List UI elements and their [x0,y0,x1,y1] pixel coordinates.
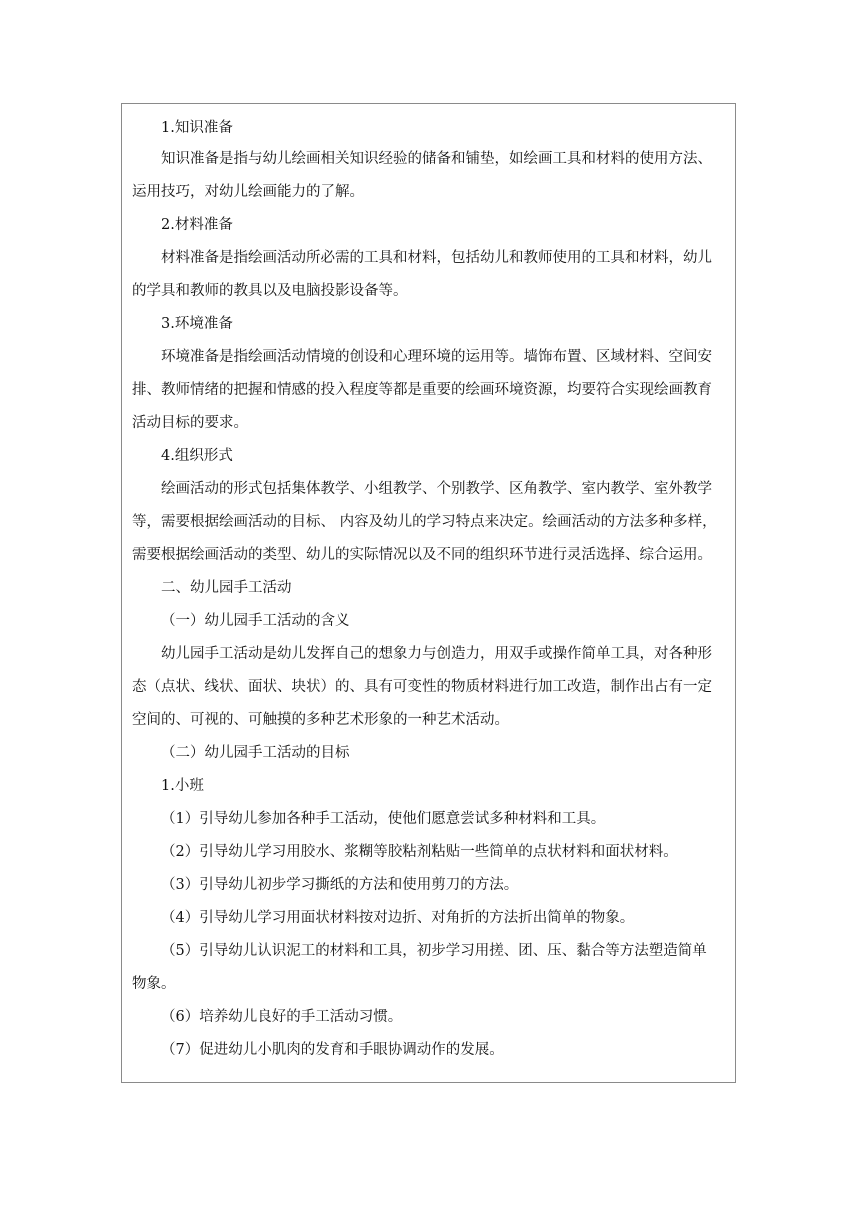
document-frame [121,103,736,1083]
paragraph-line: 幼儿园手工活动是幼儿发挥自己的想象力与创造力，用双手或操作简单工具，对各种形 [161,646,712,662]
paragraph-line: 态（点状、线状、面状、块状）的、具有可变性的物质材料进行加工改造，制作出占有一定 [132,679,712,695]
list-item: （1）引导幼儿参加各种手工活动，使他们愿意尝试多种材料和工具。 [161,811,606,827]
heading-small-class: 1.小班 [161,778,204,794]
paragraph-line: 环境准备是指绘画活动情境的创设和心理环境的运用等。墙饰布置、区域材料、空间安 [161,349,712,365]
list-item: （3）引导幼儿初步学习撕纸的方法和使用剪刀的方法。 [161,877,519,893]
paragraph-line: 的学具和教师的教具以及电脑投影设备等。 [132,283,408,299]
heading-organization-form: 4.组织形式 [161,448,233,464]
list-item: （7）促进幼儿小肌肉的发育和手眼协调动作的发展。 [161,1042,504,1058]
paragraph-line: 需要根据绘画活动的类型、幼儿的实际情况以及不同的组织环节进行灵活选择、综合运用。 [132,547,712,563]
paragraph-line: 等，需要根据绘画活动的目标、 内容及幼儿的学习特点来决定。绘画活动的方法多种多样， [132,514,717,530]
section-heading-handcraft: 二、幼儿园手工活动 [161,580,292,596]
paragraph-line: 活动目标的要求。 [132,415,248,431]
list-item: （5）引导幼儿认识泥工的材料和工具，初步学习用搓、团、压、黏合等方法塑造简单 [161,943,707,959]
paragraph-line: 材料准备是指绘画活动所必需的工具和材料，包括幼儿和教师使用的工具和材料，幼儿 [161,250,712,266]
list-item: （2）引导幼儿学习用胶水、浆糊等胶粘剂粘贴一些简单的点状材料和面状材料。 [161,844,678,860]
list-item-continuation: 物象。 [132,976,176,992]
heading-environment-prep: 3.环境准备 [161,316,233,332]
paragraph-line: 排、教师情绪的把握和情感的投入程度等都是重要的绘画环境资源，均要符合实现绘画教育 [132,382,712,398]
heading-material-prep: 2.材料准备 [161,217,233,233]
paragraph-line: 空间的、可视的、可触摸的多种艺术形象的一种艺术活动。 [132,712,509,728]
subsection-heading-meaning: （一）幼儿园手工活动的含义 [161,613,350,629]
list-item: （6）培养幼儿良好的手工活动习惯。 [161,1009,403,1025]
paragraph-line: 运用技巧，对幼儿绘画能力的了解。 [132,184,364,200]
paragraph-line: 绘画活动的形式包括集体教学、小组教学、个别教学、区角教学、室内教学、室外教学 [161,481,712,497]
heading-knowledge-prep: 1.知识准备 [161,120,233,136]
paragraph-line: 知识准备是指与幼儿绘画相关知识经验的储备和铺垫，如绘画工具和材料的使用方法、 [161,151,712,167]
subsection-heading-goals: （二）幼儿园手工活动的目标 [161,745,350,761]
list-item: （4）引导幼儿学习用面状材料按对边折、对角折的方法折出简单的物象。 [161,910,635,926]
